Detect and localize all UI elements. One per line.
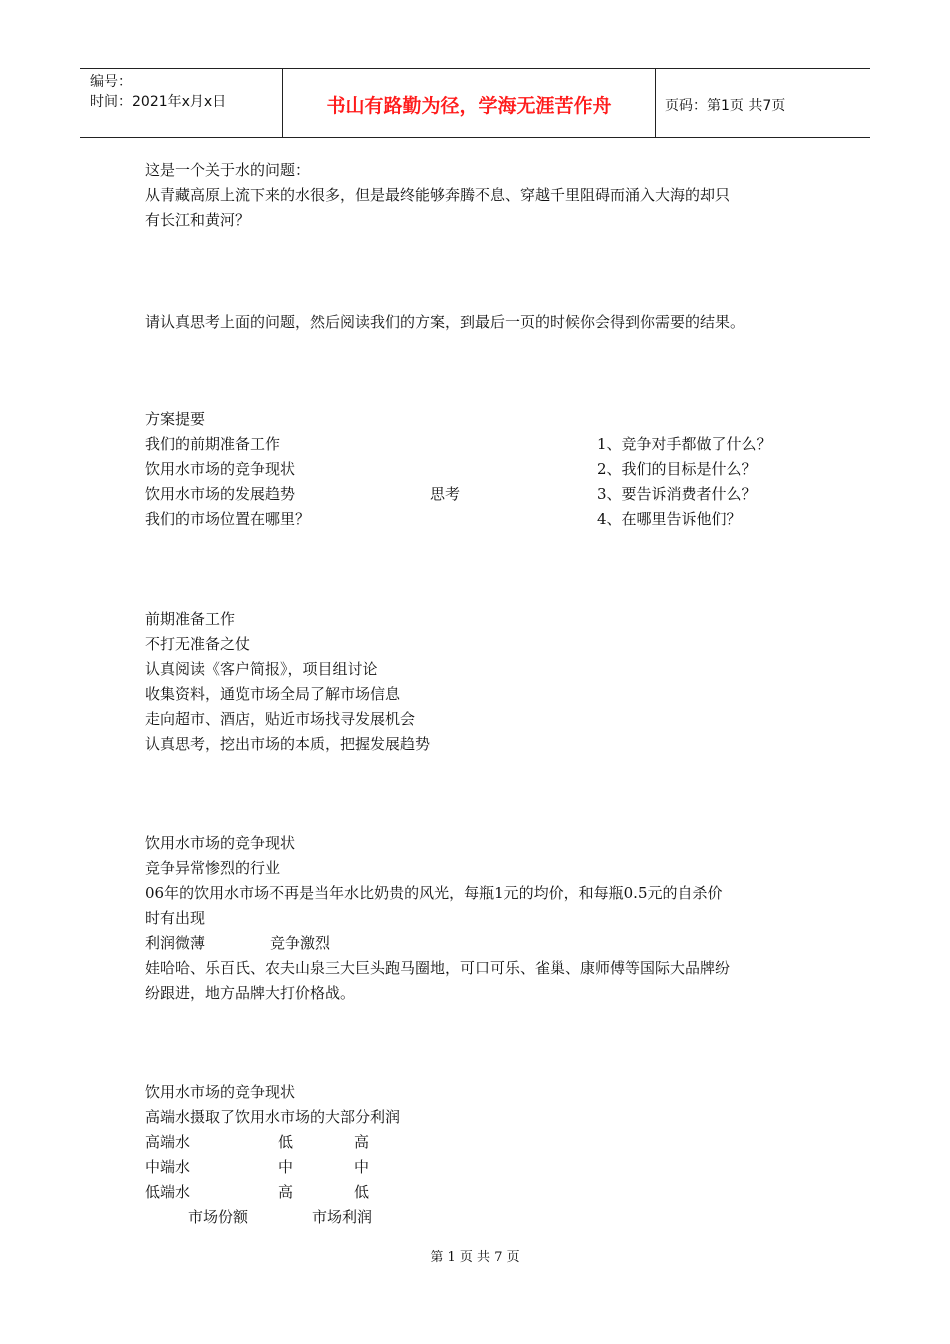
header-meta-cell [80,69,282,137]
prep-line: 收集资料，通览市场全局了解市场信息 [145,685,401,703]
tier-share: 高 [278,1183,294,1201]
summary-think-label: 思考 [430,485,461,503]
prep-line: 认真思考，挖出市场的本质，把握发展趋势 [145,735,431,753]
summary-title: 方案提要 [145,410,206,428]
tier-column-label: 市场份额 [188,1208,249,1226]
competition-title: 饮用水市场的竞争现状 [145,1083,296,1101]
doc-date-label: 时间：2021年x月x日 [90,94,227,110]
tier-profit: 高 [354,1133,370,1151]
summary-question: 4、在哪里告诉他们？ [597,510,742,528]
prep-title: 前期准备工作 [145,610,236,628]
tier-name: 低端水 [145,1183,191,1201]
competition-paragraph: 时有出现 [145,909,206,927]
tier-name: 高端水 [145,1133,191,1151]
summary-question: 1、竞争对手都做了什么？ [597,435,772,453]
competition-tag: 利润微薄 [145,934,206,952]
intro-line: 有长江和黄河？ [145,211,251,229]
prep-line: 认真阅读《客户简报》，项目组讨论 [145,660,378,678]
header-motto: 书山有路勤为径，学海无涯苦作舟 [326,95,612,117]
tier-share: 中 [278,1158,294,1176]
summary-left-item: 我们的市场位置在哪里？ [145,510,311,528]
tier-column-label: 市场利润 [312,1208,373,1226]
competition-paragraph: 纷跟进，地方品牌大打价格战。 [145,984,356,1002]
competition-paragraph: 娃哈哈、乐百氏、农夫山泉三大巨头跑马圈地，可口可乐、雀巢、康师傅等国际大品牌纷 [145,959,731,977]
competition-subtitle: 高端水摄取了饮用水市场的大部分利润 [145,1108,401,1126]
summary-left-item: 饮用水市场的竞争现状 [145,460,296,478]
tier-name: 中端水 [145,1158,191,1176]
tier-share: 低 [278,1133,294,1151]
intro-line: 从青藏高原上流下来的水很多，但是最终能够奔腾不息、穿越千里阻碍而涌入大海的却只 [145,186,731,204]
header-page-info: 页码：第1页 共7页 [665,98,786,114]
summary-left-item: 饮用水市场的发展趋势 [145,485,296,503]
intro-line: 这是一个关于水的问题： [145,161,311,179]
competition-tag: 竞争激烈 [270,934,331,952]
competition-subtitle: 竞争异常惨烈的行业 [145,859,281,877]
competition-title: 饮用水市场的竞争现状 [145,834,296,852]
header-motto-cell [282,69,656,137]
prep-line: 不打无准备之仗 [145,635,251,653]
summary-question: 2、我们的目标是什么？ [597,460,757,478]
intro-prompt: 请认真思考上面的问题，然后阅读我们的方案，到最后一页的时候你会得到你需要的结果。 [145,313,746,331]
tier-profit: 中 [354,1158,370,1176]
header-page-cell [655,69,870,137]
summary-left-item: 我们的前期准备工作 [145,435,281,453]
page-footer: 第 1 页 共 7 页 [430,1250,520,1265]
doc-number-label: 编号： [90,74,132,90]
competition-paragraph: 06年的饮用水市场不再是当年水比奶贵的风光，每瓶1元的均价，和每瓶0.5元的自杀价 [145,884,723,902]
summary-question: 3、要告诉消费者什么？ [597,485,757,503]
page-header [80,68,870,138]
tier-profit: 低 [354,1183,370,1201]
prep-line: 走向超市、酒店，贴近市场找寻发展机会 [145,710,416,728]
